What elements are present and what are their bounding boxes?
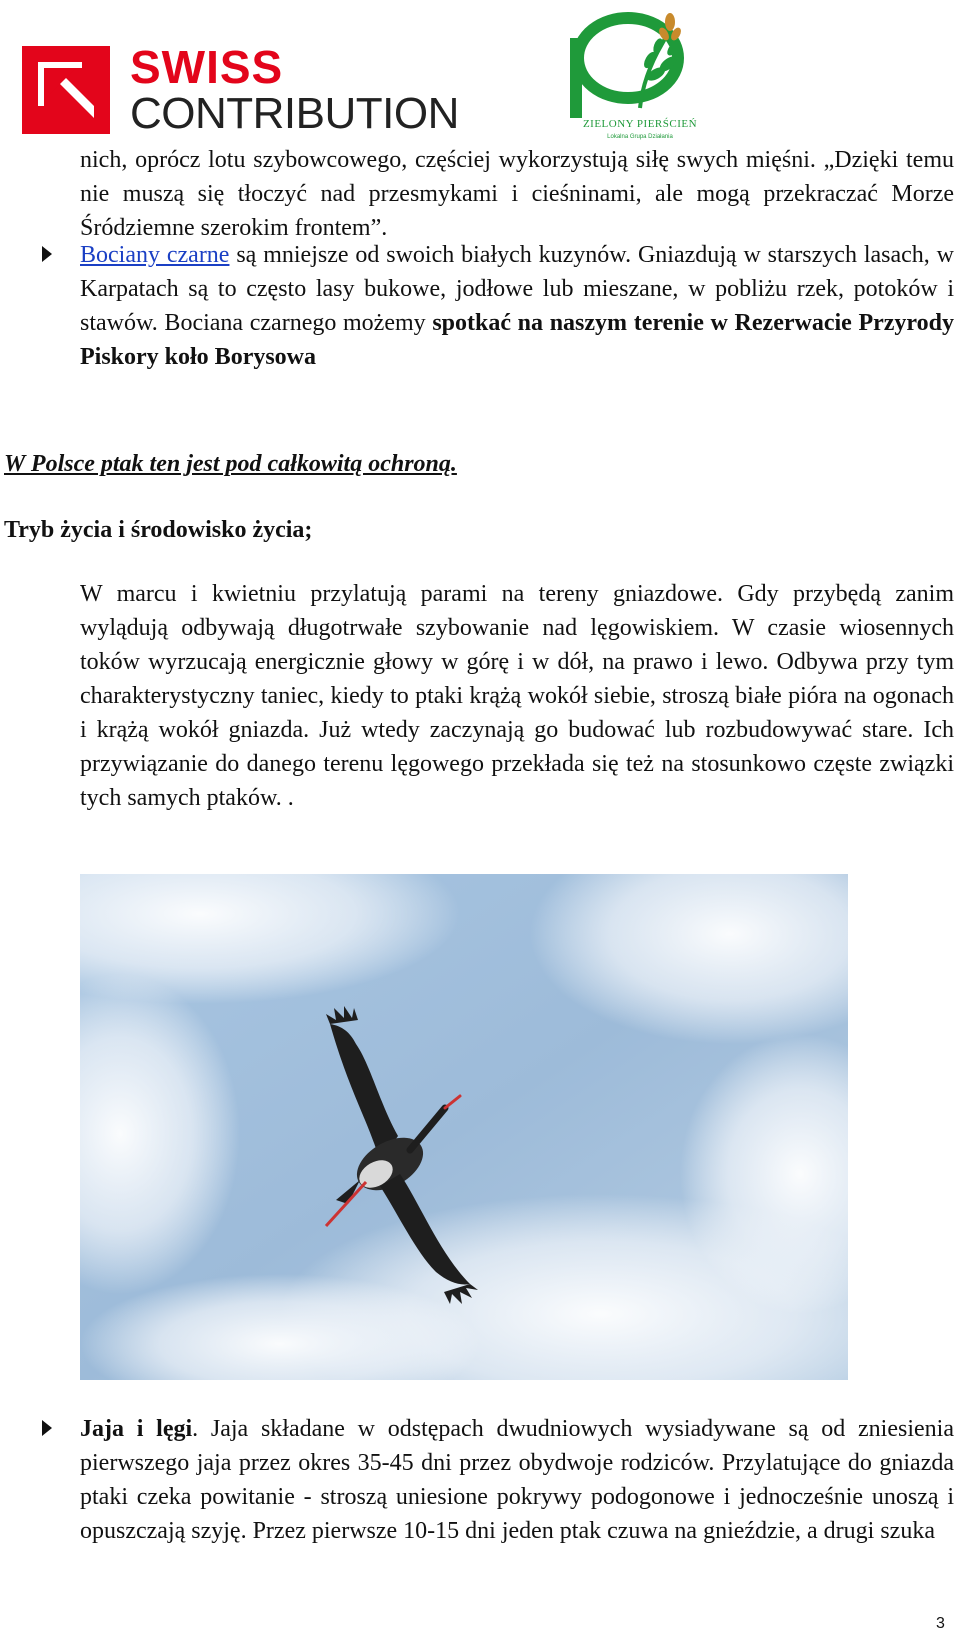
- zielony-logo-name: ZIELONY PIERŚCIEŃ: [582, 118, 698, 130]
- bullet-arrow-icon: [42, 1420, 52, 1436]
- black-stork-location-bold: spotkać na naszym terenie w Rezerwacie Przyrody Piskory koło Borysowa: [80, 310, 955, 370]
- bullet-arrow-icon: [42, 246, 52, 262]
- swiss-contribution-logo: [22, 41, 462, 138]
- black-stork-photo: [80, 874, 848, 1380]
- eggs-paragraph: [80, 1412, 954, 1548]
- black-stork-text: są mniejsze od swoich białych kuzynów. Gniazdują w starszych lasach, w Karpatach są to często lasy bukowe, jodłowe lub mieszane, w pobliżu rzek, potoków i stawów. Bociana czarnego możemy: [80, 242, 954, 336]
- black-stork-paragraph: [80, 238, 954, 374]
- lifestyle-heading: Tryb życia i środowisko życia;: [4, 517, 313, 543]
- intro-paragraph: nich, oprócz lotu szybowcowego, częściej wykorzystują siłę swych mięśni. „Dzięki temu nie muszą się tłoczyć nad przesmykami i cieśninami, ale mogą przekraczać Morze Śródziemne szerokim frontem”.: [80, 147, 954, 241]
- zielony-logo-subtitle: Lokalna Grupa Działania: [607, 134, 673, 140]
- page-header: [0, 0, 960, 150]
- zielony-pierscien-emblem: [570, 8, 710, 120]
- eggs-heading-bold: Jaja i lęgi: [80, 1416, 193, 1442]
- bociany-czarne-link[interactable]: Bociany czarne: [80, 242, 230, 268]
- swiss-logo-mark: [22, 46, 110, 134]
- eggs-text: . Jaja składane w odstępach dwudniowych wysiadywane są od zniesienia pierwszego jaja przez okres 35-45 dni przez obydwoje rodziców. Przylatujące do gniazda ptaki czeka powitanie - stroszą uniesione pokrywy podogonowe i jednocześnie unoszą i opuszczają szyję. Przez pierwsze 10-15 dni jeden ptak czuwa na gnieździe, a drugi szuka: [80, 1416, 954, 1544]
- swiss-logo-word-swiss: SWISS: [130, 41, 284, 93]
- lifestyle-paragraph: W marcu i kwietniu przylatują parami na tereny gniazdowe. Gdy przybędą zanim wylądują odbywają długotrwałe szybowanie nad lęgowiskiem. W czasie wiosennych toków wyrzucają energicznie głowy w górę i w dół, na prawo i lewo. Odbywa przy tym charakterystyczny taniec, kiedy to ptaki krążą wokół siebie, stroszą białe pióra na ogonach i krążą wokół gniazda. Już wtedy zaczynają go budować lub rozbudowywać stare. Ich przywiązanie do danego terenu lęgowego przekłada się też na stosunkowo częste związki tych samych ptaków. .: [80, 581, 954, 811]
- zielony-pierscien-logo: [570, 8, 710, 146]
- swiss-logo-word-contribution: CONTRIBUTION: [130, 89, 459, 138]
- page-number: 3: [936, 1615, 945, 1632]
- protection-heading: W Polsce ptak ten jest pod całkowitą ochroną.: [4, 451, 457, 477]
